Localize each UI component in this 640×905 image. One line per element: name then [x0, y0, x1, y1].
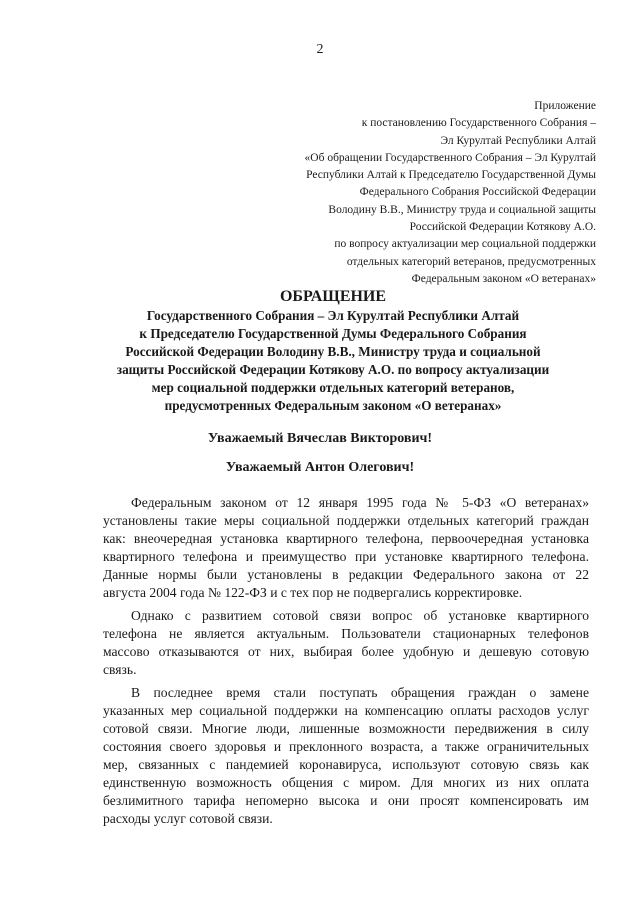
text-line: Федеральным законом от 12 января 1995 года № 5-ФЗ «О ветеранах» [131, 495, 589, 510]
subtitle-line: Российской Федерации Володину В.В., Министру труда и социальной [125, 344, 541, 359]
appendix-line: Республики Алтай к Председателю Государственной Думы [306, 169, 596, 182]
subtitle-line: Государственного Собрания – Эл Курултай Республики Алтай [146, 308, 520, 323]
text-line: Однако с развитием сотовой связи вопрос об установке квартирного [131, 608, 589, 623]
title-block [70, 287, 596, 415]
appendix-line: Приложение [534, 100, 596, 112]
text-line: телефона не является актуальным. Пользователи стационарных телефонов [103, 626, 589, 641]
appendix-line: отдельных категорий ветеранов, предусмотренных [346, 255, 596, 268]
text-line: августа 2004 года № 122-ФЗ и с тех пор не подвергались корректировке. [103, 585, 523, 600]
greeting-second: Уважаемый Антон Олегович! [225, 460, 415, 475]
subtitle-line: к Председателю Государственной Думы Федерального Собрания [139, 326, 527, 341]
text-line: состояния своего здоровья и преклонного возраста, а также ограничительных [103, 739, 589, 754]
paragraph [103, 494, 589, 602]
appendix-line: Российской Федерации Котякову А.О. [409, 221, 596, 234]
text-line: расходы услуг сотовой связи. [103, 811, 273, 826]
subtitle-line: предусмотренных Федеральным законом «О ветеранах» [164, 398, 502, 413]
text-line: указанных мер социальной поддержки на компенсацию оплаты расходов услуг [103, 703, 589, 718]
text-line: единственную возможность общения с миром. Для многих из них оплата [103, 775, 589, 790]
subtitle-line: мер социальной поддержки отдельных категорий ветеранов, [151, 380, 515, 395]
paragraph [103, 607, 589, 679]
text-line: мер, связанных с пандемией коронавируса, используют сотовую связь как [103, 757, 589, 772]
appendix-header [196, 98, 596, 288]
document-title: ОБРАЩЕНИЕ [279, 288, 387, 305]
text-line: сотовой связи. Многие люди, лишенные возможности передвижения в силу [103, 721, 589, 736]
text-line: как: внеочередная установка квартирного телефона, первоочередная установка [103, 531, 589, 546]
greeting-first: Уважаемый Вячеслав Викторович! [207, 431, 433, 446]
text-line: квартирного телефона и преимущество при установке квартирного телефона. [103, 549, 589, 564]
paragraph [103, 684, 589, 828]
appendix-line: Федеральным законом «О ветеранах» [411, 272, 596, 285]
text-line: Данные нормы были установлены в редакции Федерального закона от 22 [103, 567, 589, 582]
appendix-line: по вопросу актуализации мер социальной поддержки [334, 238, 596, 251]
text-line: массово отказываются от них, выбирая более удобную и дешевую сотовую [103, 644, 589, 659]
text-line: В последнее время стали поступать обращения граждан о замене [131, 685, 589, 700]
text-line: безлимитного тарифа непомерно высока и они просят компенсировать им [103, 793, 589, 808]
appendix-line: «Об обращении Государственного Собрания – Эл Курултай [304, 151, 596, 164]
document-subtitle [70, 307, 596, 415]
appendix-line: Федерального Собрания Российской Федерации [359, 186, 596, 199]
text-line: связь. [103, 662, 137, 677]
body-text [103, 494, 589, 833]
page-number: 2 [316, 42, 324, 57]
subtitle-line: защиты Российской Федерации Котякову А.О. по вопросу актуализации [116, 362, 550, 377]
text-line: установлены такие меры социальной поддержки отдельных категорий граждан [103, 513, 589, 528]
appendix-line: Володину В.В., Министру труда и социальной защиты [328, 203, 596, 216]
appendix-line: к постановлению Государственного Собрания – [361, 117, 596, 130]
appendix-line: Эл Курултай Республики Алтай [440, 134, 596, 147]
